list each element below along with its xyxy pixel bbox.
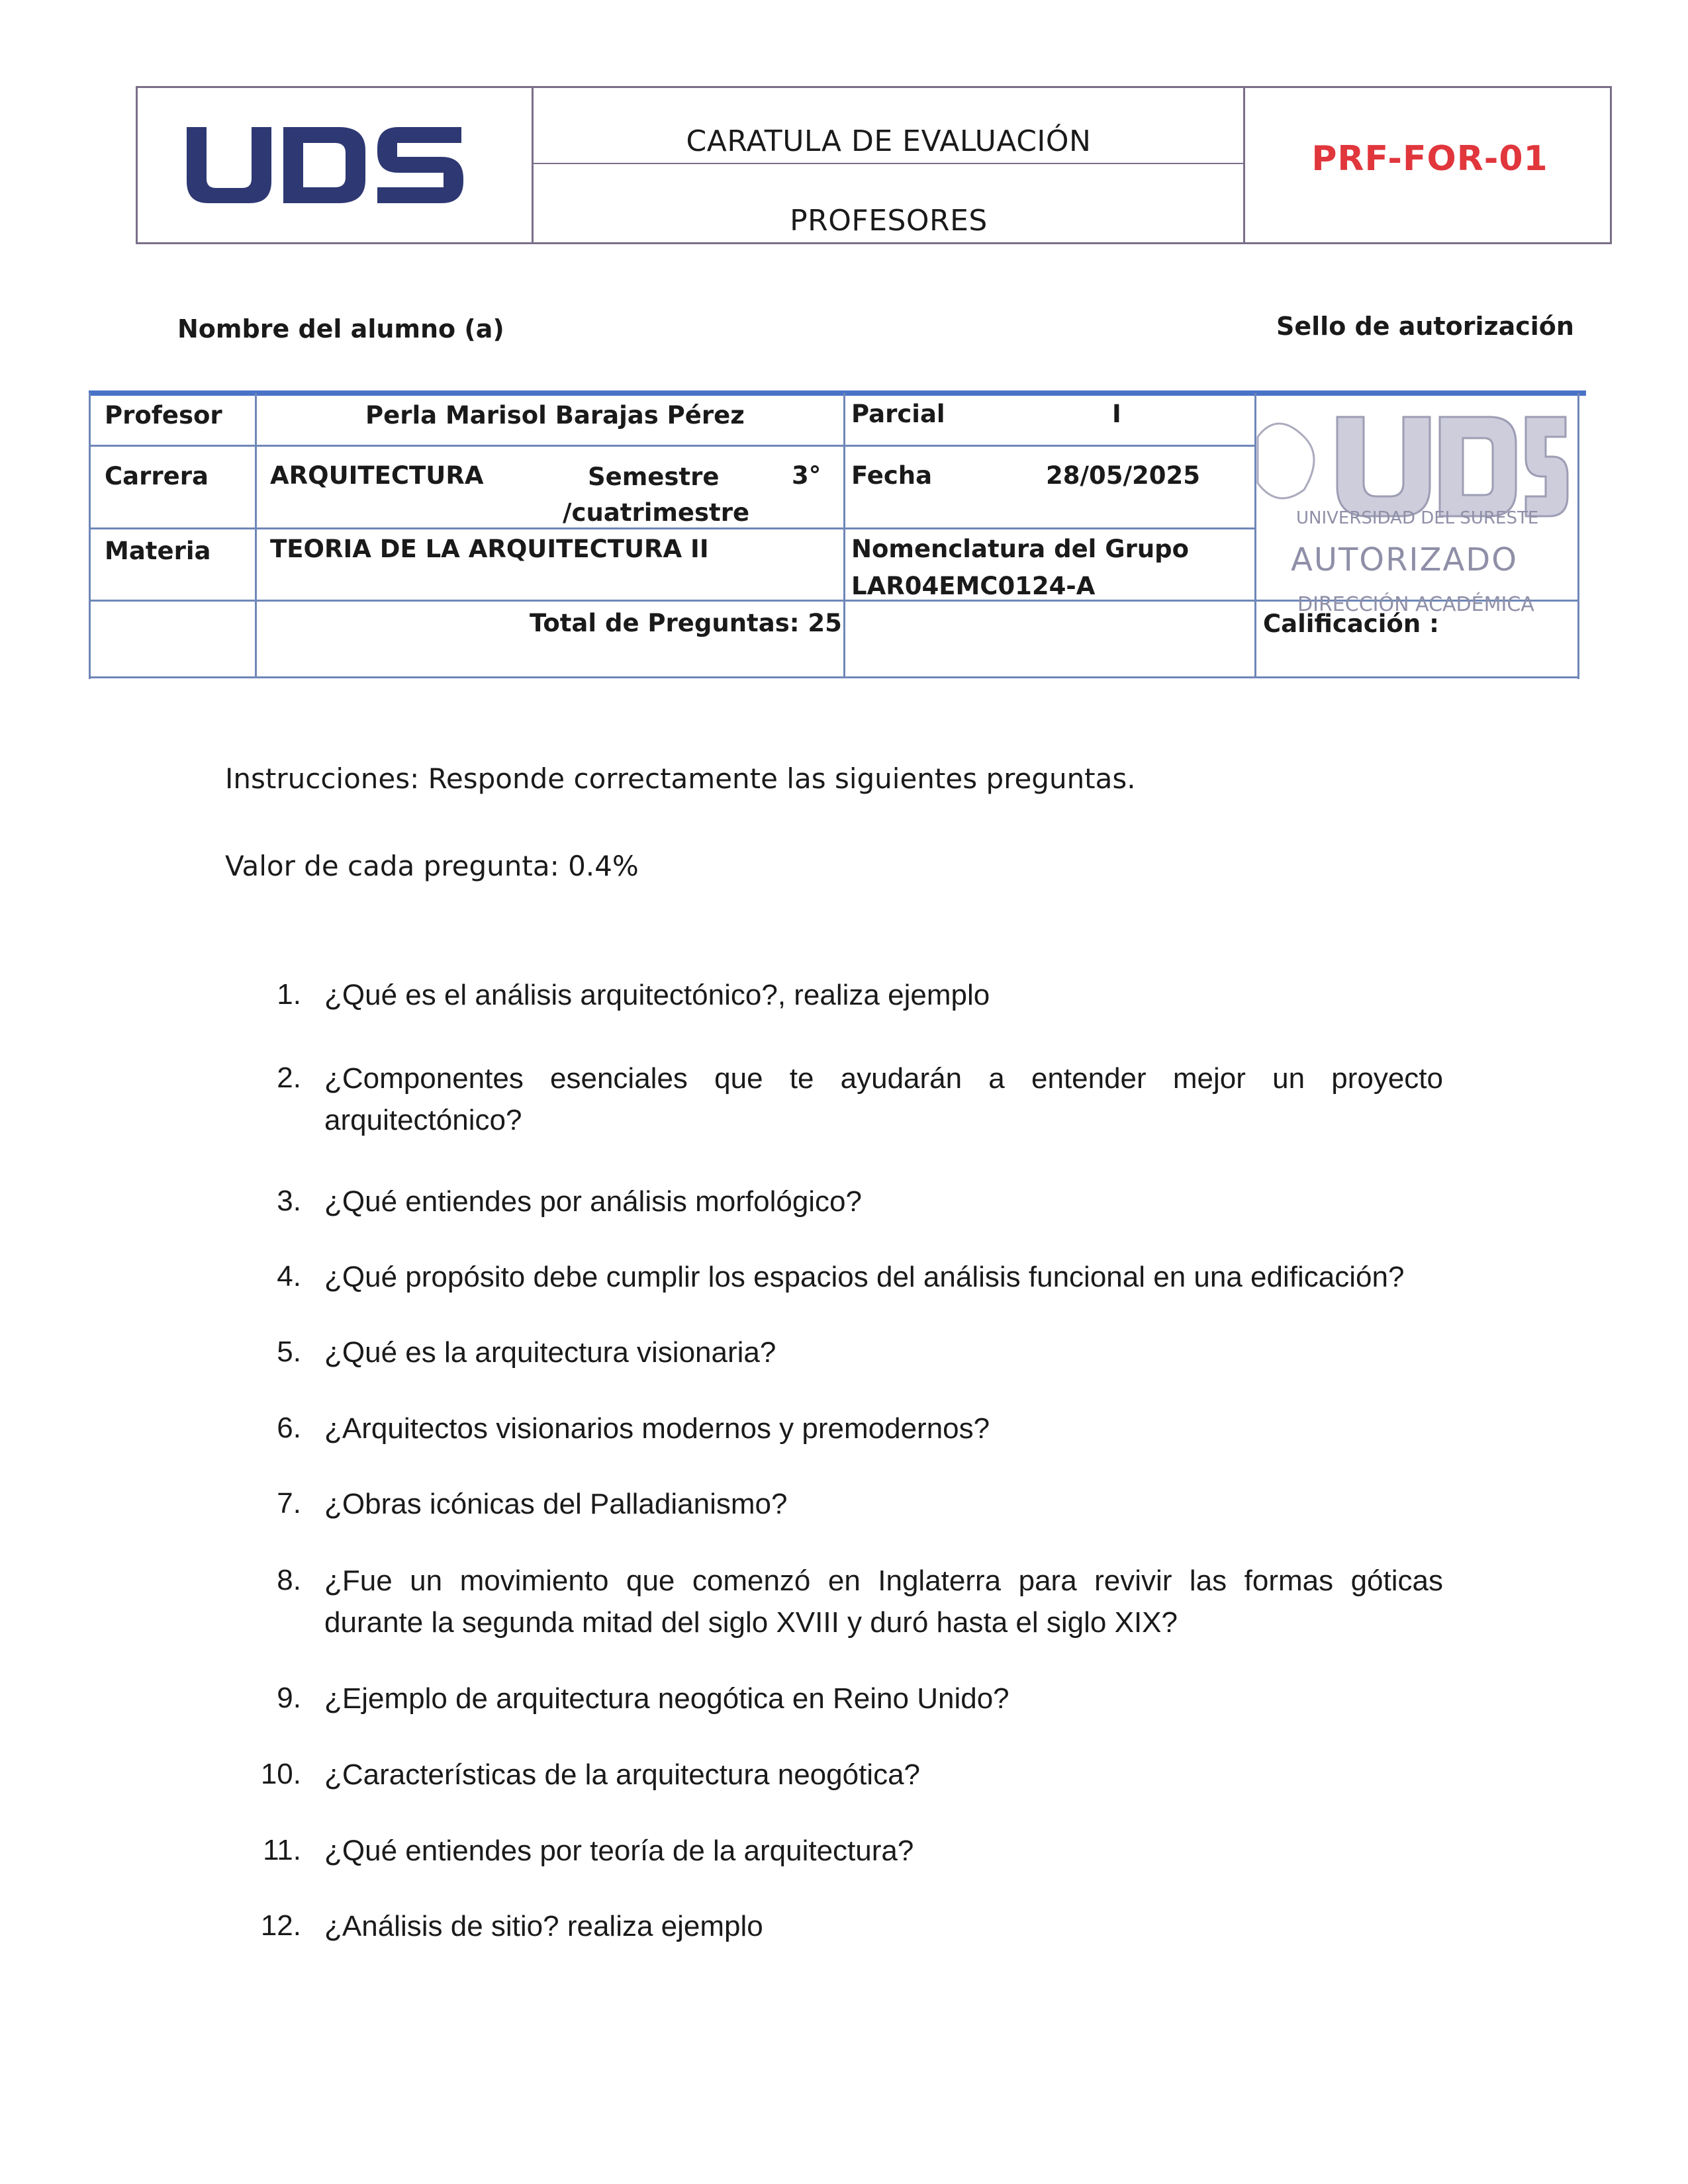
question-number: 6. bbox=[277, 1412, 301, 1444]
materia-value: TEORIA DE LA ARQUITECTURA II bbox=[270, 535, 709, 563]
form-subtitle: PROFESORES bbox=[790, 204, 988, 238]
question-number: 11. bbox=[263, 1834, 301, 1866]
question-number: 10. bbox=[260, 1758, 301, 1790]
parcial-value: I bbox=[1112, 400, 1121, 428]
table-border-left bbox=[89, 393, 91, 679]
semestre-label: Semestre bbox=[588, 463, 720, 491]
grupo-label: Nomenclatura del Grupo bbox=[851, 535, 1190, 563]
materia-label: Materia bbox=[105, 537, 211, 565]
question-number: 8. bbox=[277, 1564, 301, 1596]
instructions: Instrucciones: Responde correctamente las siguientes preguntas. bbox=[225, 762, 1136, 795]
fecha-value: 28/05/2025 bbox=[1046, 461, 1200, 490]
stamp-status: AUTORIZADO bbox=[1291, 541, 1519, 578]
question-number: 5. bbox=[277, 1336, 301, 1368]
question-number: 12. bbox=[260, 1909, 301, 1942]
question-text: ¿Qué entiendes por teoría de la arquitectura? bbox=[324, 1835, 914, 1867]
semestre-value: 3° bbox=[792, 461, 821, 490]
total-preguntas: Total de Preguntas: 25 bbox=[530, 609, 842, 637]
question-text: ¿Qué es la arquitectura visionaria? bbox=[324, 1336, 776, 1369]
header-border-bottom bbox=[136, 242, 1612, 244]
question-number: 7. bbox=[277, 1487, 301, 1520]
calificacion-label: Calificación : bbox=[1263, 610, 1439, 638]
question-number: 4. bbox=[277, 1260, 301, 1293]
question-number: 2. bbox=[277, 1062, 301, 1094]
header-border-top bbox=[136, 86, 1612, 88]
table-border-bottom bbox=[89, 676, 1579, 678]
table-col-divider-1 bbox=[255, 393, 257, 678]
question-text: ¿Qué entiendes por análisis morfológico? bbox=[324, 1185, 863, 1218]
question-text: ¿Análisis de sitio? realiza ejemplo bbox=[324, 1910, 763, 1942]
value-per-question: Valor de cada pregunta: 0.4% bbox=[225, 850, 639, 882]
question-number: 3. bbox=[277, 1185, 301, 1217]
header-divider-mid bbox=[532, 163, 1245, 164]
table-row-divider-1 bbox=[89, 445, 1254, 447]
stamp-university-line: UNIVERSIDAD DEL SURESTE bbox=[1296, 508, 1539, 528]
stamp-department: DIRECCIÓN ACADÉMICA bbox=[1297, 593, 1534, 616]
carrera-value: ARQUITECTURA bbox=[270, 461, 484, 490]
question-number: 1. bbox=[277, 978, 301, 1011]
parcial-label: Parcial bbox=[851, 400, 945, 428]
student-name-label: Nombre del alumno (a) bbox=[177, 314, 504, 343]
question-text: ¿Qué propósito debe cumplir los espacios del análisis funcional en una edificación? bbox=[324, 1261, 1405, 1293]
question-text: ¿Obras icónicas del Palladianismo? bbox=[324, 1488, 788, 1520]
question-number: 9. bbox=[277, 1682, 301, 1714]
table-border-right bbox=[1577, 393, 1579, 679]
table-col-divider-2 bbox=[843, 393, 845, 678]
carrera-label: Carrera bbox=[105, 462, 209, 490]
question-text: ¿Ejemplo de arquitectura neogótica en Reino Unido? bbox=[324, 1682, 1009, 1715]
fecha-label: Fecha bbox=[851, 461, 933, 490]
question-text: ¿Características de la arquitectura neogótica? bbox=[324, 1758, 921, 1791]
question-text: ¿Qué es el análisis arquitectónico?, realiza ejemplo bbox=[324, 979, 990, 1011]
cuatrimestre-label: /cuatrimestre bbox=[563, 498, 750, 527]
question-text: ¿Fue un movimiento que comenzó en Inglaterra para revivir las formas góticas durante la segunda mitad del siglo XVIII y duró hasta el siglo XIX? bbox=[324, 1565, 1443, 1639]
profesor-label: Profesor bbox=[105, 401, 222, 430]
authorization-seal-label: Sello de autorización bbox=[1276, 312, 1574, 341]
header-border-left bbox=[136, 86, 138, 244]
form-code: PRF-FOR-01 bbox=[1311, 139, 1548, 179]
form-title: CARATULA DE EVALUACIÓN bbox=[686, 124, 1092, 158]
profesor-value: Perla Marisol Barajas Pérez bbox=[365, 401, 745, 430]
uds-logo bbox=[187, 120, 465, 206]
table-border-top bbox=[89, 390, 1586, 396]
grupo-value: LAR04EMC0124-A bbox=[851, 572, 1096, 600]
table-row-divider-2 bbox=[89, 527, 1254, 529]
question-text: ¿Componentes esenciales que te ayudarán a entender mejor un proyecto arquitectónico? bbox=[324, 1062, 1443, 1136]
question-text: ¿Arquitectos visionarios modernos y premodernos? bbox=[324, 1412, 990, 1445]
